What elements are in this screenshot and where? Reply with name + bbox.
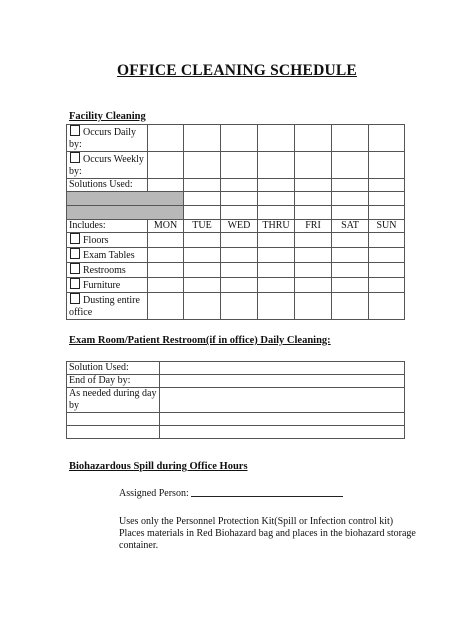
facility-cleaning-heading: Facility Cleaning [69, 111, 146, 122]
dusting-cell [67, 293, 148, 320]
blank-row-label [67, 426, 160, 439]
biohazard-instructions [119, 516, 416, 552]
table-row [67, 263, 405, 278]
checkbox[interactable] [70, 233, 80, 244]
biohazard-heading: Biohazardous Spill during Office Hours [69, 461, 248, 472]
table-row [67, 375, 405, 388]
instruction-line-1: Uses only the Personnel Protection Kit(Spill or Infection control kit) [119, 516, 394, 527]
table-row [67, 179, 405, 192]
table-row [67, 152, 405, 179]
day-header-fri: FRI [295, 220, 332, 233]
table-row [67, 206, 405, 220]
table-row [67, 233, 405, 248]
solutions-used-label: Solutions Used: [67, 179, 148, 192]
table-row [67, 220, 405, 233]
assigned-person-line [119, 487, 343, 500]
includes-label: Includes: [67, 220, 148, 233]
instruction-line-2: Places materials in Red Biohazard bag and places in the biohazard storage [119, 528, 416, 539]
facility-cleaning-table [66, 124, 405, 320]
day-header-tue: TUE [184, 220, 221, 233]
shaded-cell [67, 206, 184, 220]
furniture-cell [67, 278, 148, 293]
assigned-person-field[interactable] [191, 487, 343, 497]
as-needed-label: As needed during day by [67, 388, 160, 413]
table-row [67, 426, 405, 439]
occurs-weekly-by-label: by: [69, 166, 82, 177]
occurs-daily-cell [67, 125, 148, 152]
floors-cell [67, 233, 148, 248]
shaded-cell [67, 192, 184, 206]
solution-used-label: Solution Used: [67, 362, 160, 375]
day-header-mon: MON [148, 220, 184, 233]
table-row [67, 248, 405, 263]
floors-label: Floors [83, 235, 109, 246]
table-row [67, 278, 405, 293]
day-header-thru: THRU [258, 220, 295, 233]
restrooms-label: Restrooms [83, 265, 126, 276]
assigned-person-label: Assigned Person: [119, 488, 189, 499]
dusting-office-label: office [69, 307, 93, 318]
day-header-sat: SAT [332, 220, 369, 233]
checkbox[interactable] [70, 278, 80, 289]
table-row [67, 388, 405, 413]
occurs-weekly-label: Occurs Weekly [83, 154, 144, 165]
day-header-wed: WED [221, 220, 258, 233]
table-row [67, 192, 405, 206]
table-row [67, 362, 405, 375]
furniture-label: Furniture [83, 280, 121, 291]
restrooms-cell [67, 263, 148, 278]
exam-room-table [66, 361, 405, 439]
checkbox[interactable] [70, 263, 80, 274]
day-header-sun: SUN [369, 220, 405, 233]
table-row [67, 125, 405, 152]
occurs-weekly-cell [67, 152, 148, 179]
checkbox[interactable] [70, 125, 80, 136]
table-row [67, 293, 405, 320]
blank-row-label [67, 413, 160, 426]
instruction-line-3: container. [119, 540, 159, 551]
exam-room-heading: Exam Room/Patient Restroom(if in office) Daily Cleaning: [69, 335, 331, 346]
dusting-label: Dusting entire [83, 295, 140, 306]
checkbox[interactable] [70, 248, 80, 259]
exam-tables-label: Exam Tables [83, 250, 135, 261]
page-title: OFFICE CLEANING SCHEDULE [117, 62, 357, 79]
checkbox[interactable] [70, 152, 80, 163]
table-row [67, 413, 405, 426]
checkbox[interactable] [70, 293, 80, 304]
exam-tables-cell [67, 248, 148, 263]
end-of-day-label: End of Day by: [67, 375, 160, 388]
occurs-daily-label: Occurs Daily by: [69, 127, 137, 150]
